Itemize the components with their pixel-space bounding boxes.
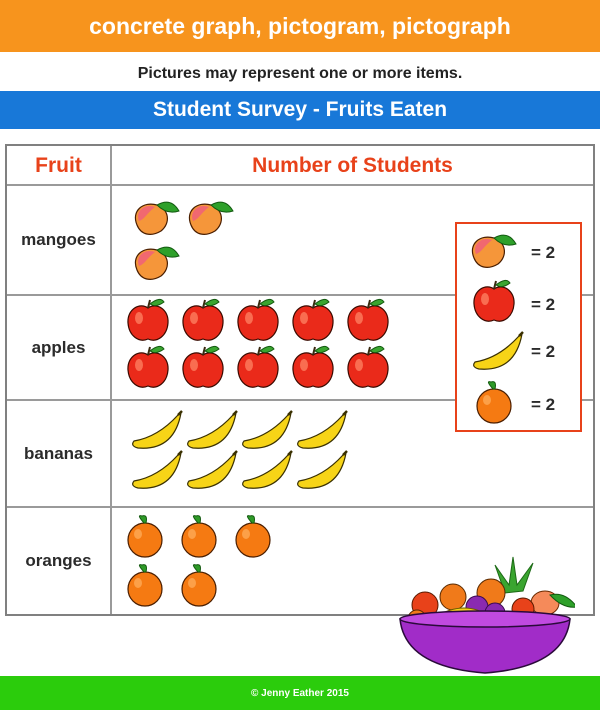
- banana-icon: [188, 451, 237, 488]
- orange-icon: [236, 516, 270, 557]
- orange-icon: [182, 565, 216, 606]
- apple-icon: [128, 346, 168, 387]
- orange-icon: [477, 382, 511, 423]
- apple-icon: [183, 299, 223, 340]
- apple-icon: [348, 346, 388, 387]
- mango-icon: [472, 235, 516, 267]
- apple-icon: [128, 299, 168, 340]
- copyright-text: © Jenny Eather 2015: [251, 687, 349, 699]
- mango-icon: [135, 247, 179, 279]
- apple-icon: [293, 299, 333, 340]
- banana-icon: [298, 411, 347, 448]
- apple-icon: [474, 280, 514, 321]
- key-label-mango: = 2: [531, 243, 556, 262]
- banana-icon: [133, 451, 182, 488]
- row-label-apples: apples: [31, 337, 86, 357]
- banana-icon: [243, 411, 292, 448]
- key-label-orange: = 2: [531, 395, 556, 414]
- key-label-apple: = 2: [531, 295, 556, 314]
- orange-icon: [182, 516, 216, 557]
- apple-icon: [238, 346, 278, 387]
- row-label-mangoes: mangoes: [21, 230, 96, 249]
- banana-icon: [188, 411, 237, 448]
- fruit-bowl-illustration: [395, 555, 575, 675]
- row-label-bananas: bananas: [24, 443, 93, 463]
- mango-icon: [135, 202, 179, 234]
- apple-icon: [293, 346, 333, 387]
- page-title: concrete graph, pictogram, pictograph: [89, 12, 511, 39]
- apple-icon: [183, 346, 223, 387]
- apple-icon: [238, 299, 278, 340]
- orange-icon: [128, 516, 162, 557]
- banana-icon: [298, 451, 347, 488]
- column-header-fruit: Fruit: [35, 154, 82, 177]
- chart-title: Student Survey - Fruits Eaten: [152, 98, 448, 121]
- banana-icon: [243, 451, 292, 488]
- column-header-count: Number of Students: [252, 154, 453, 177]
- apple-icon: [348, 299, 388, 340]
- footer-bar: [0, 676, 600, 710]
- picture-key: [455, 222, 582, 432]
- row-label-oranges: oranges: [25, 551, 92, 570]
- banana-icon: [474, 332, 523, 369]
- key-label-banana: = 2: [531, 342, 556, 361]
- orange-icon: [440, 584, 466, 610]
- orange-icon: [128, 565, 162, 606]
- subtitle: Pictures may represent one or more items.: [137, 65, 463, 82]
- bowl-rim: [400, 611, 570, 627]
- banana-icon: [133, 411, 182, 448]
- mango-icon: [189, 202, 233, 234]
